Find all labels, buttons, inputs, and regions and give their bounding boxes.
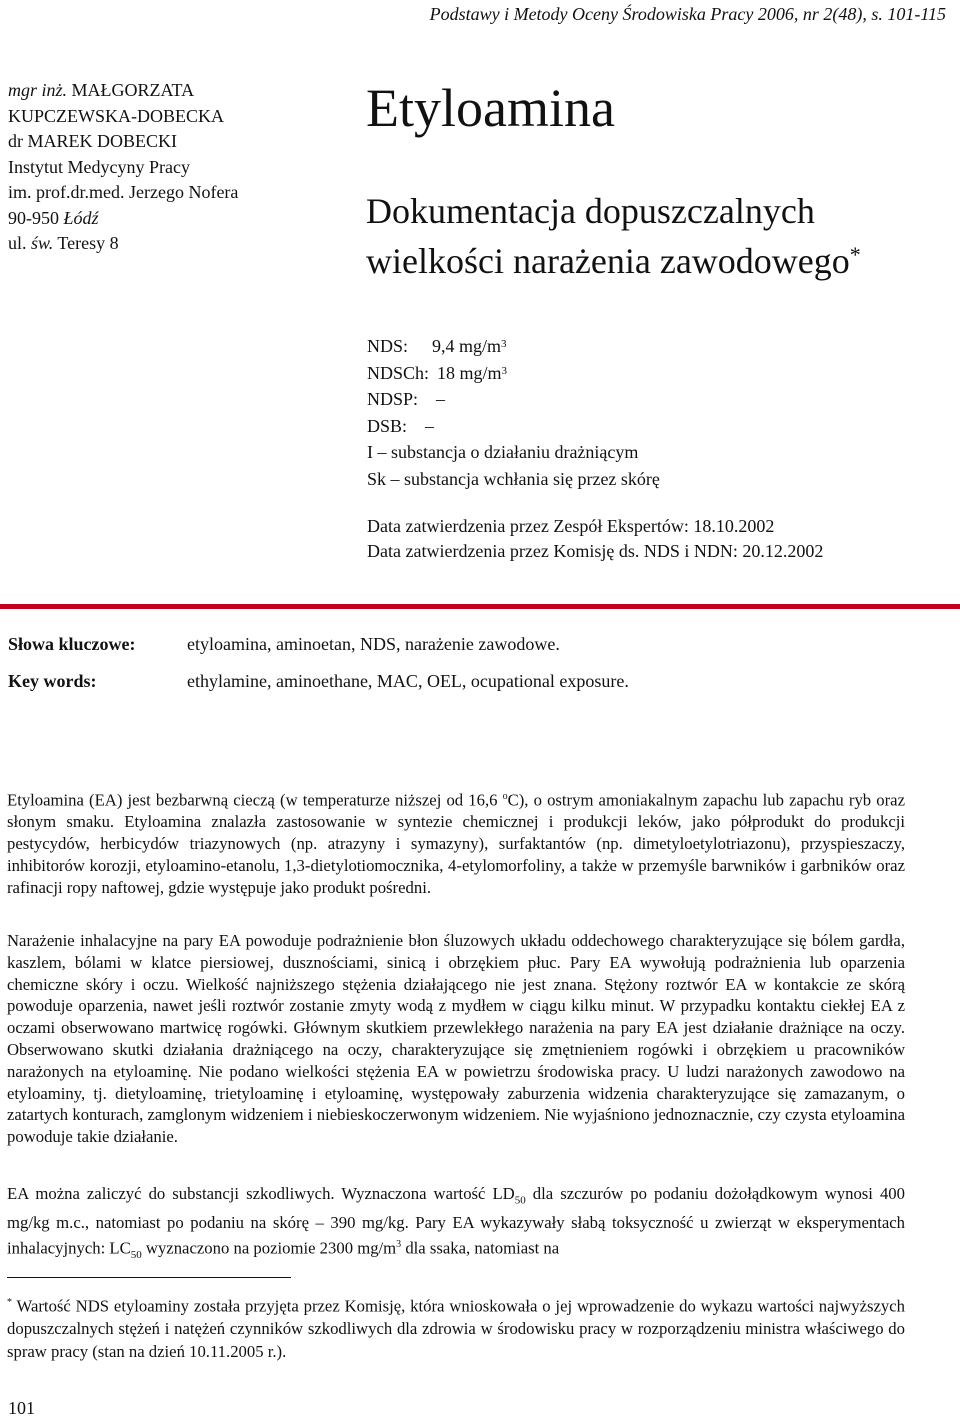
approval-dates — [367, 514, 823, 564]
keywords-english-value: ethylamine, aminoethane, MAC, OEL, ocupational exposure. — [187, 671, 629, 691]
paragraph-1: Etyloamina (EA) jest bezbarwną cieczą (w temperaturze niższej od 16,6 $^o$C), o ostrym amoniakalnym zapachu lub zapachu ryb oraz słonym smaku. Etyloamina znalazła zastosowanie w syntezie chemicznej i produkcji leków, jako półprodukt do produkcji pestycydów, herbicydów triazynowych (np. atrazyny i symazyny), surfaktantów (np. dimetyloetylotriazonu), przyspieszaczy, inhibitorów korozji, etyloamino-etanolu, 1,3-dietylotiomocznika, 4-etylomorfoliny, a także w przemyśle barwników i garbników oraz rafinacji ropy naftowej, gdzie występuje jako produkt pośredni. — [7, 790, 905, 897]
ndsch-row: NDSCh: 18 $mg/m^3$ — [367, 362, 508, 383]
footnote: * Wartość NDS etyloaminy została przyjęta przez Komisję, która wnioskowała o jej wprowadzenie do wykazu wartości najwyższych dopuszczalnych stężeń i natężeń czynników szkodliwych dla zdrowia w środowisku pracy w rozporządzeniu ministra właściwego do spraw pracy (stan na dzień 10.11.2005 r.). — [7, 1296, 905, 1362]
ndsp-row: NDSP: – — [367, 389, 446, 409]
nds-row: NDS: 9,4 $mg/m^3$ — [367, 336, 507, 356]
keywords-polish-value: etyloamina, aminoetan, NDS, narażenie zawodowe. — [187, 634, 560, 654]
author-1-title: mgr inż. MAŁGORZATA — [8, 80, 195, 100]
affiliation-street: ul. św. Teresy 8 — [8, 233, 119, 253]
author-block — [8, 78, 298, 257]
experts-approval-date: Data zatwierdzenia przez Zespół Ekspertów: 18.10.2002 — [367, 516, 775, 536]
affiliation-line-2: im. prof.dr.med. Jerzego Nofera — [8, 182, 239, 202]
page-number: 101 — [8, 1398, 35, 1418]
dsb-row: DSB: – — [367, 415, 435, 436]
affiliation-line-1: Instytut Medycyny Pracy — [8, 156, 190, 177]
irritant-note: I – substancja o działaniu drażniącym — [367, 442, 639, 462]
footnote-divider — [7, 1277, 291, 1278]
keywords-english-label: Key words: — [8, 671, 97, 691]
commission-approval-date: Data zatwierdzenia przez Komisję ds. NDS i NDN: 20.12.2002 — [367, 541, 824, 561]
section-divider — [0, 604, 960, 609]
keywords-polish-label: Słowa kluczowe: — [8, 634, 136, 654]
paragraph-3: EA można zaliczyć do substancji szkodliwych. Wyznaczona wartość $LD_{50}$ dla szczurów po podaniu dożołądkowym wynosi 400 mg/kg m.c., natomiast po podaniu na skórę – 390 mg/kg. Pary EA wykazywały słabą toksyczność u zwierząt w eksperymentach inhalacyjnych: $LC_{50}$ wyznaczono na poziomie 2300 $mg/m^3$ dla ssaka, natomiast na — [7, 1184, 905, 1261]
paragraph-2: Narażenie inhalacyjne na pary EA powoduje podrażnienie błon śluzowych układu oddechowego charakteryzujące się bólem gardła, kaszlem, bólami w klatce piersiowej, dusznościami, sinicą i obrzękiem płuc. Pary EA wywołują podrażnienia lub oparzenia chemiczne skóry i oczu. Wielkość najniższego stężenia działającego nie jest znana. Stężony roztwór EA w kontakcie ze skórą powoduje oparzenia, nawet jeśli roztwór zostanie zmyty wodą z mydłem w ciągu kilku minut. W przypadku kontaktu ciekłej EA z oczami obserwowano martwicę rogówki. Głównym skutkiem przewlekłego narażenia na pary EA jest działanie drażniące na oczy. Obserwowano skutki działania drażniącego na oczy, charakteryzujące się zmętnieniem rogówki i obrzękiem u pracowników narażonych na etyloaminę. Nie podano wielkości stężenia EA w powietrzu środowiska pracy. U ludzi narażonych zawodowo na etyloaminy, tj. dietyloaminę, trietyloaminę i etyloaminę, występowały zaburzenia widzenia charakteryzujące się zamazanym, o zatartych konturach, zamglonym widzeniem i niebieskoczerwonym widzeniem. Nie wyjaśniono jednoznacznie, czy czysta etyloamina powoduje takie działanie. — [7, 931, 905, 1147]
running-head: Podstawy i Metody Oceny Środowiska Pracy 2006, nr 2(48), s. 101-115 — [429, 4, 946, 24]
author-2: dr MAREK DOBECKI — [8, 131, 177, 151]
document-title: Etyloamina — [366, 78, 615, 138]
document-subtitle: Dokumentacja dopuszczalnych wielkości narażenia zawodowego* — [366, 191, 861, 281]
author-1-surname: KUPCZEWSKA-DOBECKA — [8, 105, 224, 126]
footnote-marker: * — [849, 242, 861, 267]
exposure-limits — [367, 333, 660, 492]
keywords-english — [8, 671, 629, 692]
affiliation-city: 90-950 Łódź — [8, 207, 99, 228]
keywords-polish — [8, 634, 560, 655]
skin-note: Sk – substancja wchłania się przez skórę — [367, 468, 660, 489]
